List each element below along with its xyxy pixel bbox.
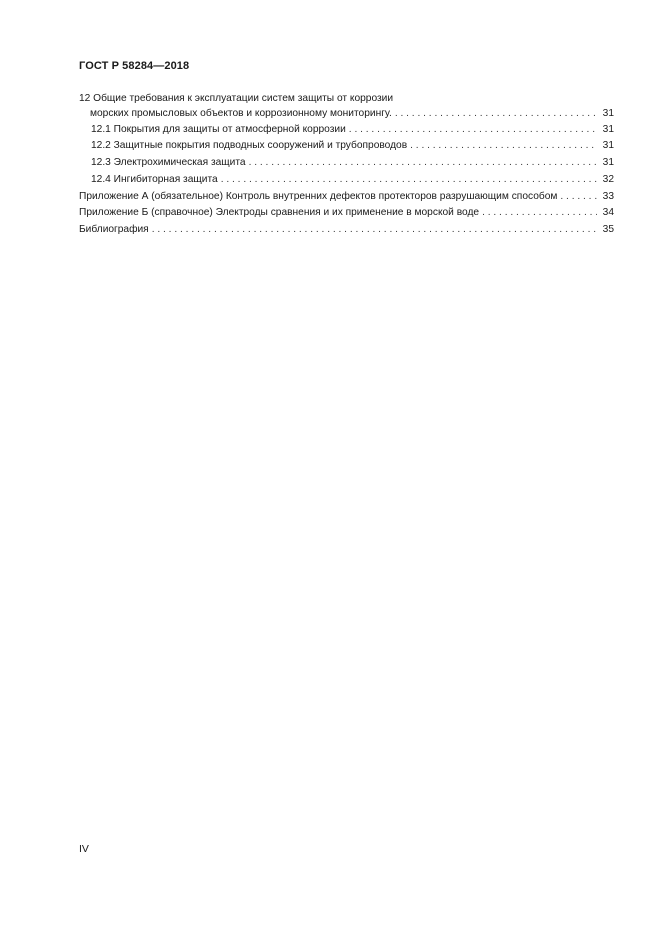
toc-entry-title: Приложение А (обязательное) Контроль внутренних дефектов протекторов разрушающим способом [79,190,558,202]
toc-entry-title: 12.3 Электрохимическая защита [91,157,246,169]
document-code: ГОСТ Р 58284—2018 [79,60,190,72]
toc-entry [79,189,614,206]
toc-entry-12 [79,92,614,122]
toc-dot-leader [482,205,597,222]
toc-entry-title: 12.4 Ингибиторная защита [91,173,218,185]
page-number: IV [79,843,89,855]
toc-page-number: 34 [602,207,614,219]
toc-page-number: 31 [602,157,614,169]
toc-dot-leader [152,222,597,239]
toc-dot-leader [395,106,597,122]
toc-entry [79,172,614,189]
toc-page-number: 31 [602,123,614,135]
toc-page-number: 33 [602,190,614,202]
toc-entry-12-title-line2: морских промысловых объектов и коррозионному мониторингу. [90,108,392,119]
toc-entry-12-title-line1: 12 Общие требования к эксплуатации систем защиты от коррозии [79,93,394,104]
toc-page-number: 31 [602,140,614,152]
toc-entry [79,138,614,155]
toc-entry [79,155,614,172]
toc-entry-title: 12.2 Защитные покрытия подводных сооружений и трубопроводов [91,140,408,152]
toc-entry [79,205,614,222]
toc-dot-leader [560,189,597,206]
toc-entry-title: 12.1 Покрытия для защиты от атмосферной коррозии [91,123,346,135]
toc-dot-leader [349,122,597,139]
table-of-contents [79,92,614,239]
toc-page-number: 35 [602,224,614,236]
toc-entry [79,122,614,139]
toc-entry-title: Приложение Б (справочное) Электроды сравнения и их применение в морской воде [79,207,480,219]
toc-page-number: 32 [602,173,614,185]
toc-dot-leader [249,155,597,172]
toc-entry-title: Библиография [79,224,149,236]
toc-dot-leader [221,172,597,189]
toc-page-number: 31 [602,108,614,119]
toc-entry [79,222,614,239]
toc-dot-leader [410,138,597,155]
